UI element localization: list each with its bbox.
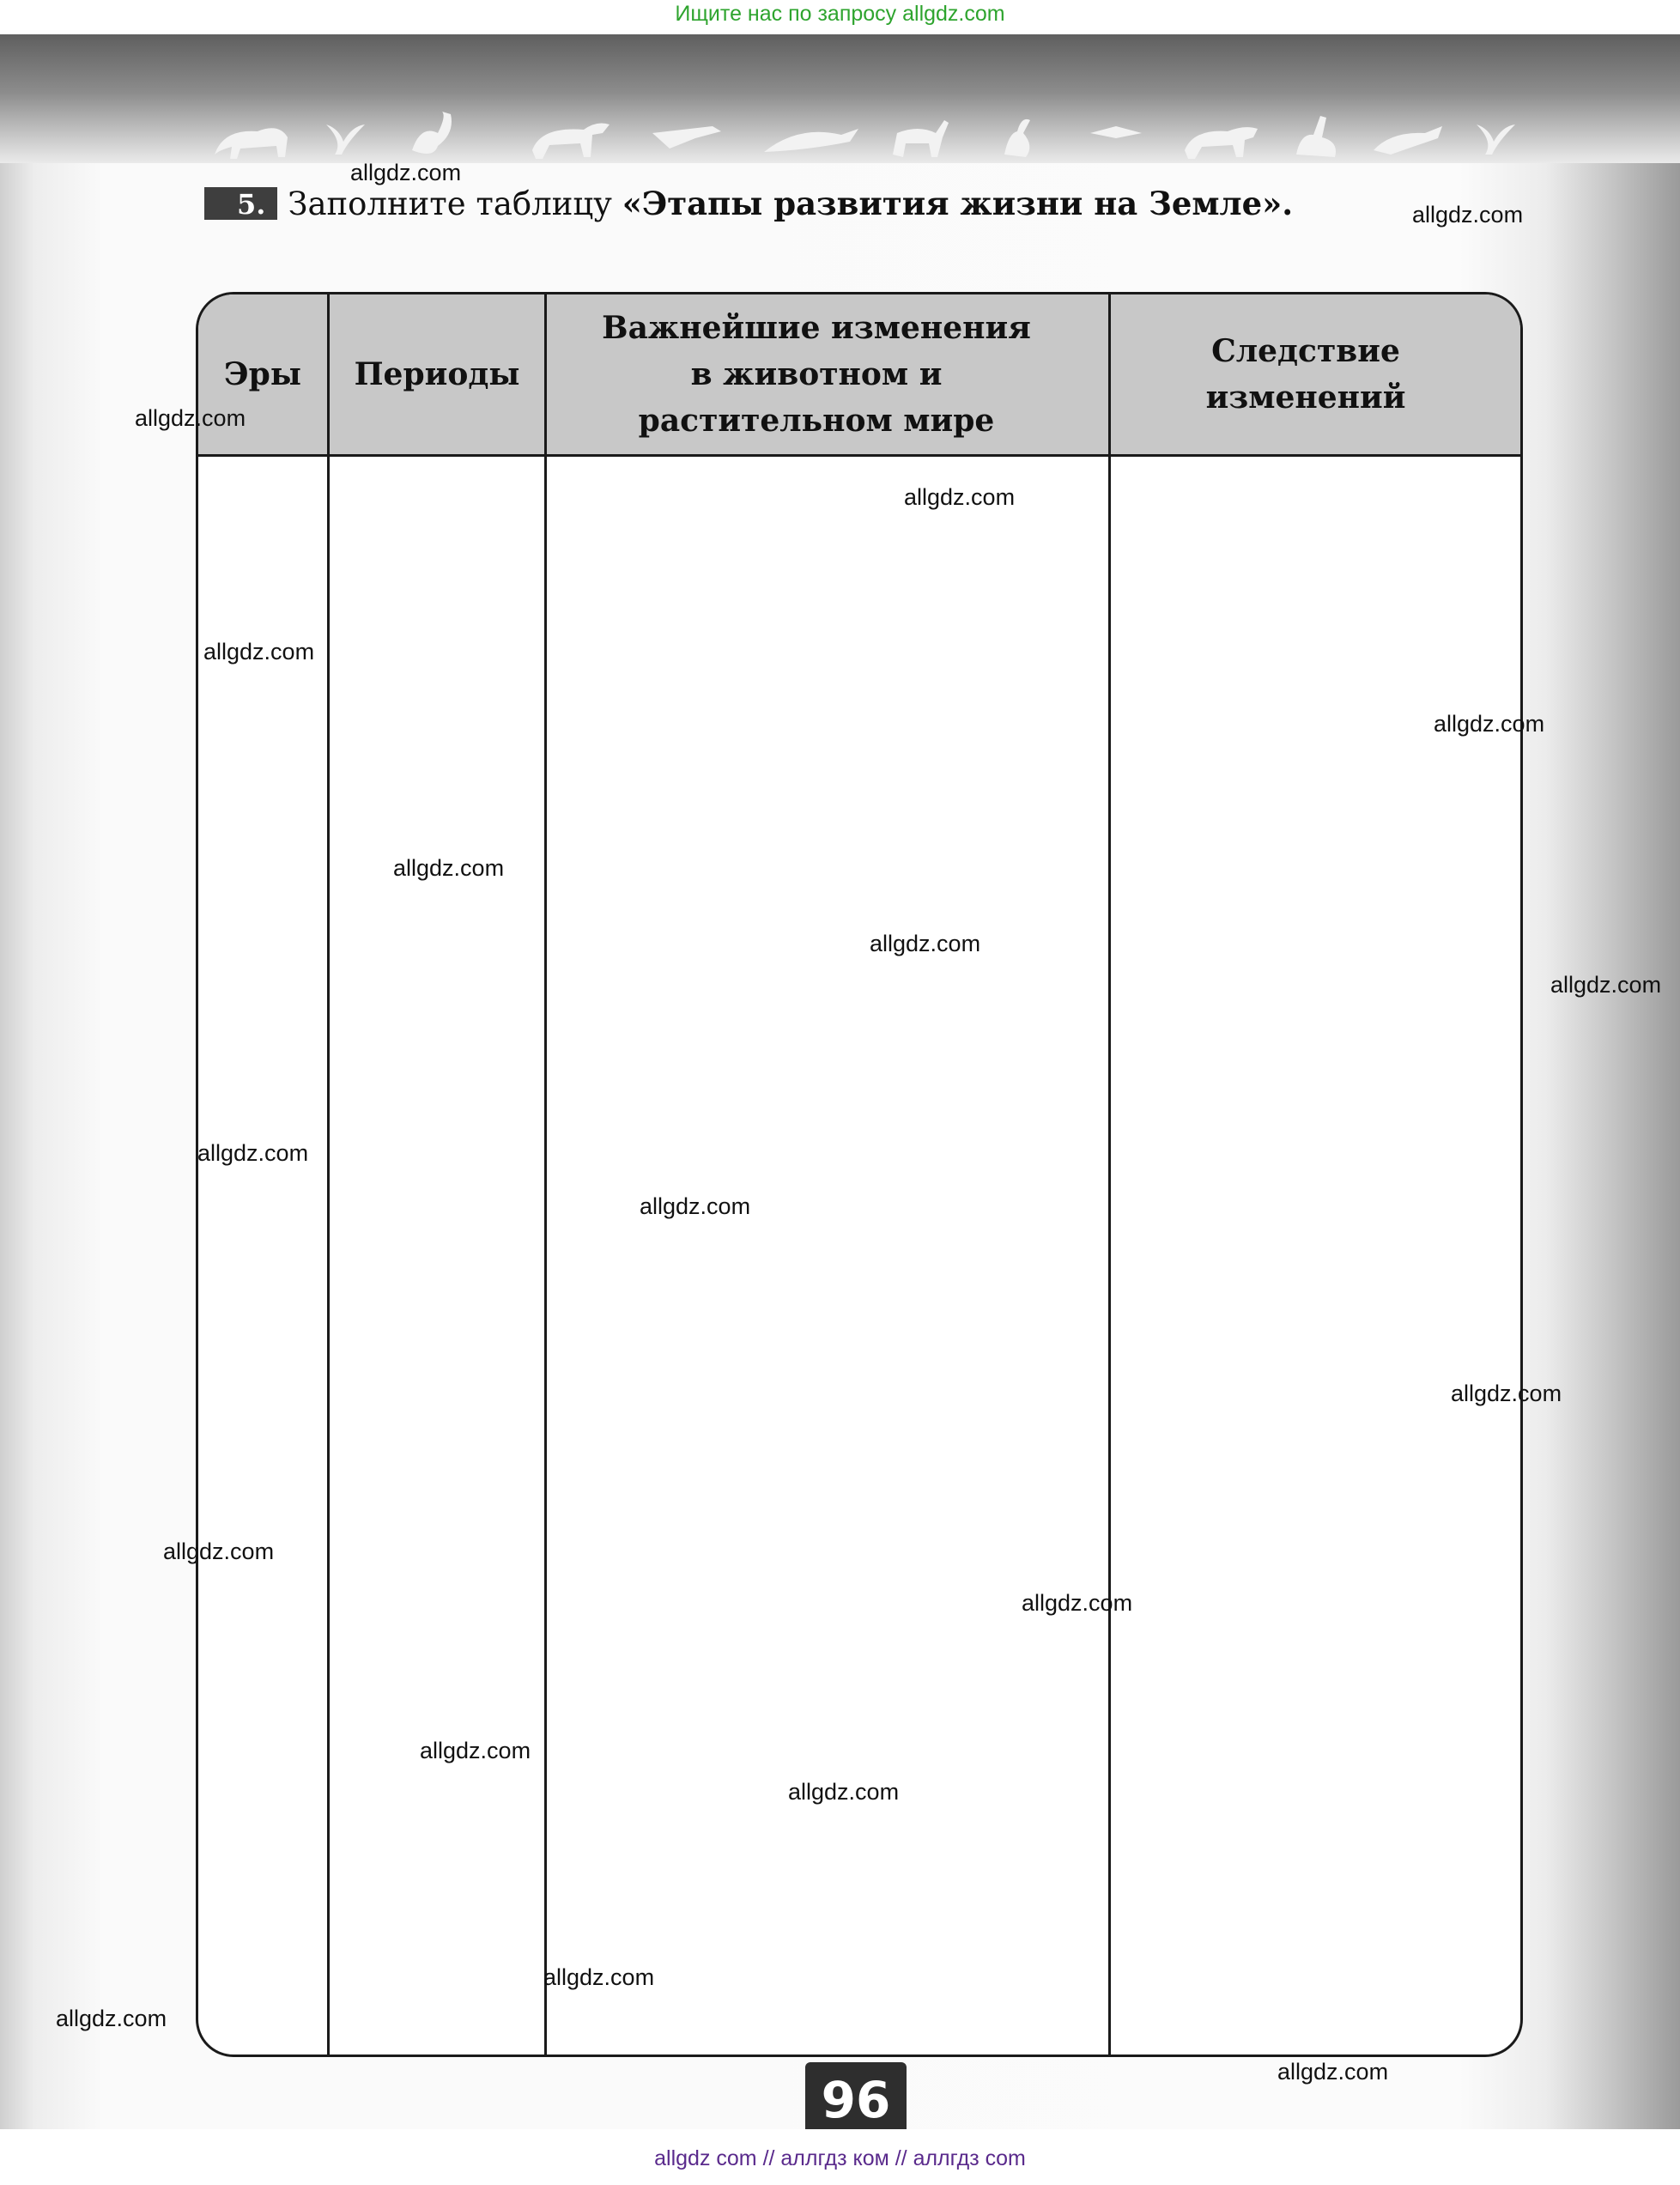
header-link[interactable]: Ищите нас по запросу allgdz.com — [675, 2, 1005, 26]
page-number: 96 — [805, 2062, 907, 2129]
table-cell-changes[interactable] — [547, 457, 1108, 2054]
watermark: allgdz.com — [543, 1964, 655, 1990]
watermark: allgdz.com — [197, 1140, 309, 1166]
watermark: allgdz.com — [870, 931, 981, 956]
task-text-plain: Заполните таблицу — [288, 185, 622, 222]
watermark: allgdz.com — [135, 405, 246, 431]
watermark: allgdz.com — [350, 160, 462, 185]
watermark: allgdz.com — [203, 639, 315, 665]
watermark: allgdz.com — [163, 1539, 275, 1564]
task-text-bold: «Этапы развития жизни на Земле». — [622, 185, 1294, 222]
column-header-eras: Эры — [224, 356, 301, 392]
task-number: 5. — [204, 187, 277, 220]
watermark: allgdz.com — [1451, 1381, 1562, 1406]
column-header-consequences: Следствие изменений — [1205, 333, 1406, 416]
table-cell-eras[interactable] — [198, 457, 327, 2054]
watermark: allgdz.com — [393, 855, 505, 881]
watermark: allgdz.com — [1550, 972, 1662, 998]
watermark: allgdz.com — [56, 2006, 167, 2031]
animal-banner — [0, 34, 1680, 163]
watermark: allgdz.com — [1434, 711, 1545, 737]
footer-links[interactable]: allgdz com // аллгдз ком // аллгдз com — [654, 2146, 1026, 2170]
table-cell-periods[interactable] — [330, 457, 544, 2054]
task-text — [288, 185, 1293, 222]
table-cell-consequences[interactable] — [1111, 457, 1520, 2054]
animal-silhouettes-icon — [206, 107, 1528, 167]
column-header-changes: Важнейшие изменения в животном и растительном мире — [602, 310, 1031, 439]
watermark: allgdz.com — [1277, 2059, 1389, 2085]
watermark: allgdz.com — [904, 484, 1016, 510]
watermark: allgdz.com — [640, 1193, 751, 1219]
watermark: allgdz.com — [1022, 1590, 1133, 1616]
watermark: allgdz.com — [420, 1738, 531, 1763]
watermark: allgdz.com — [788, 1779, 900, 1805]
watermark: allgdz.com — [1412, 202, 1524, 228]
task-heading — [204, 185, 1293, 222]
workbook-page — [0, 34, 1680, 2129]
column-header-periods: Периоды — [354, 356, 520, 392]
